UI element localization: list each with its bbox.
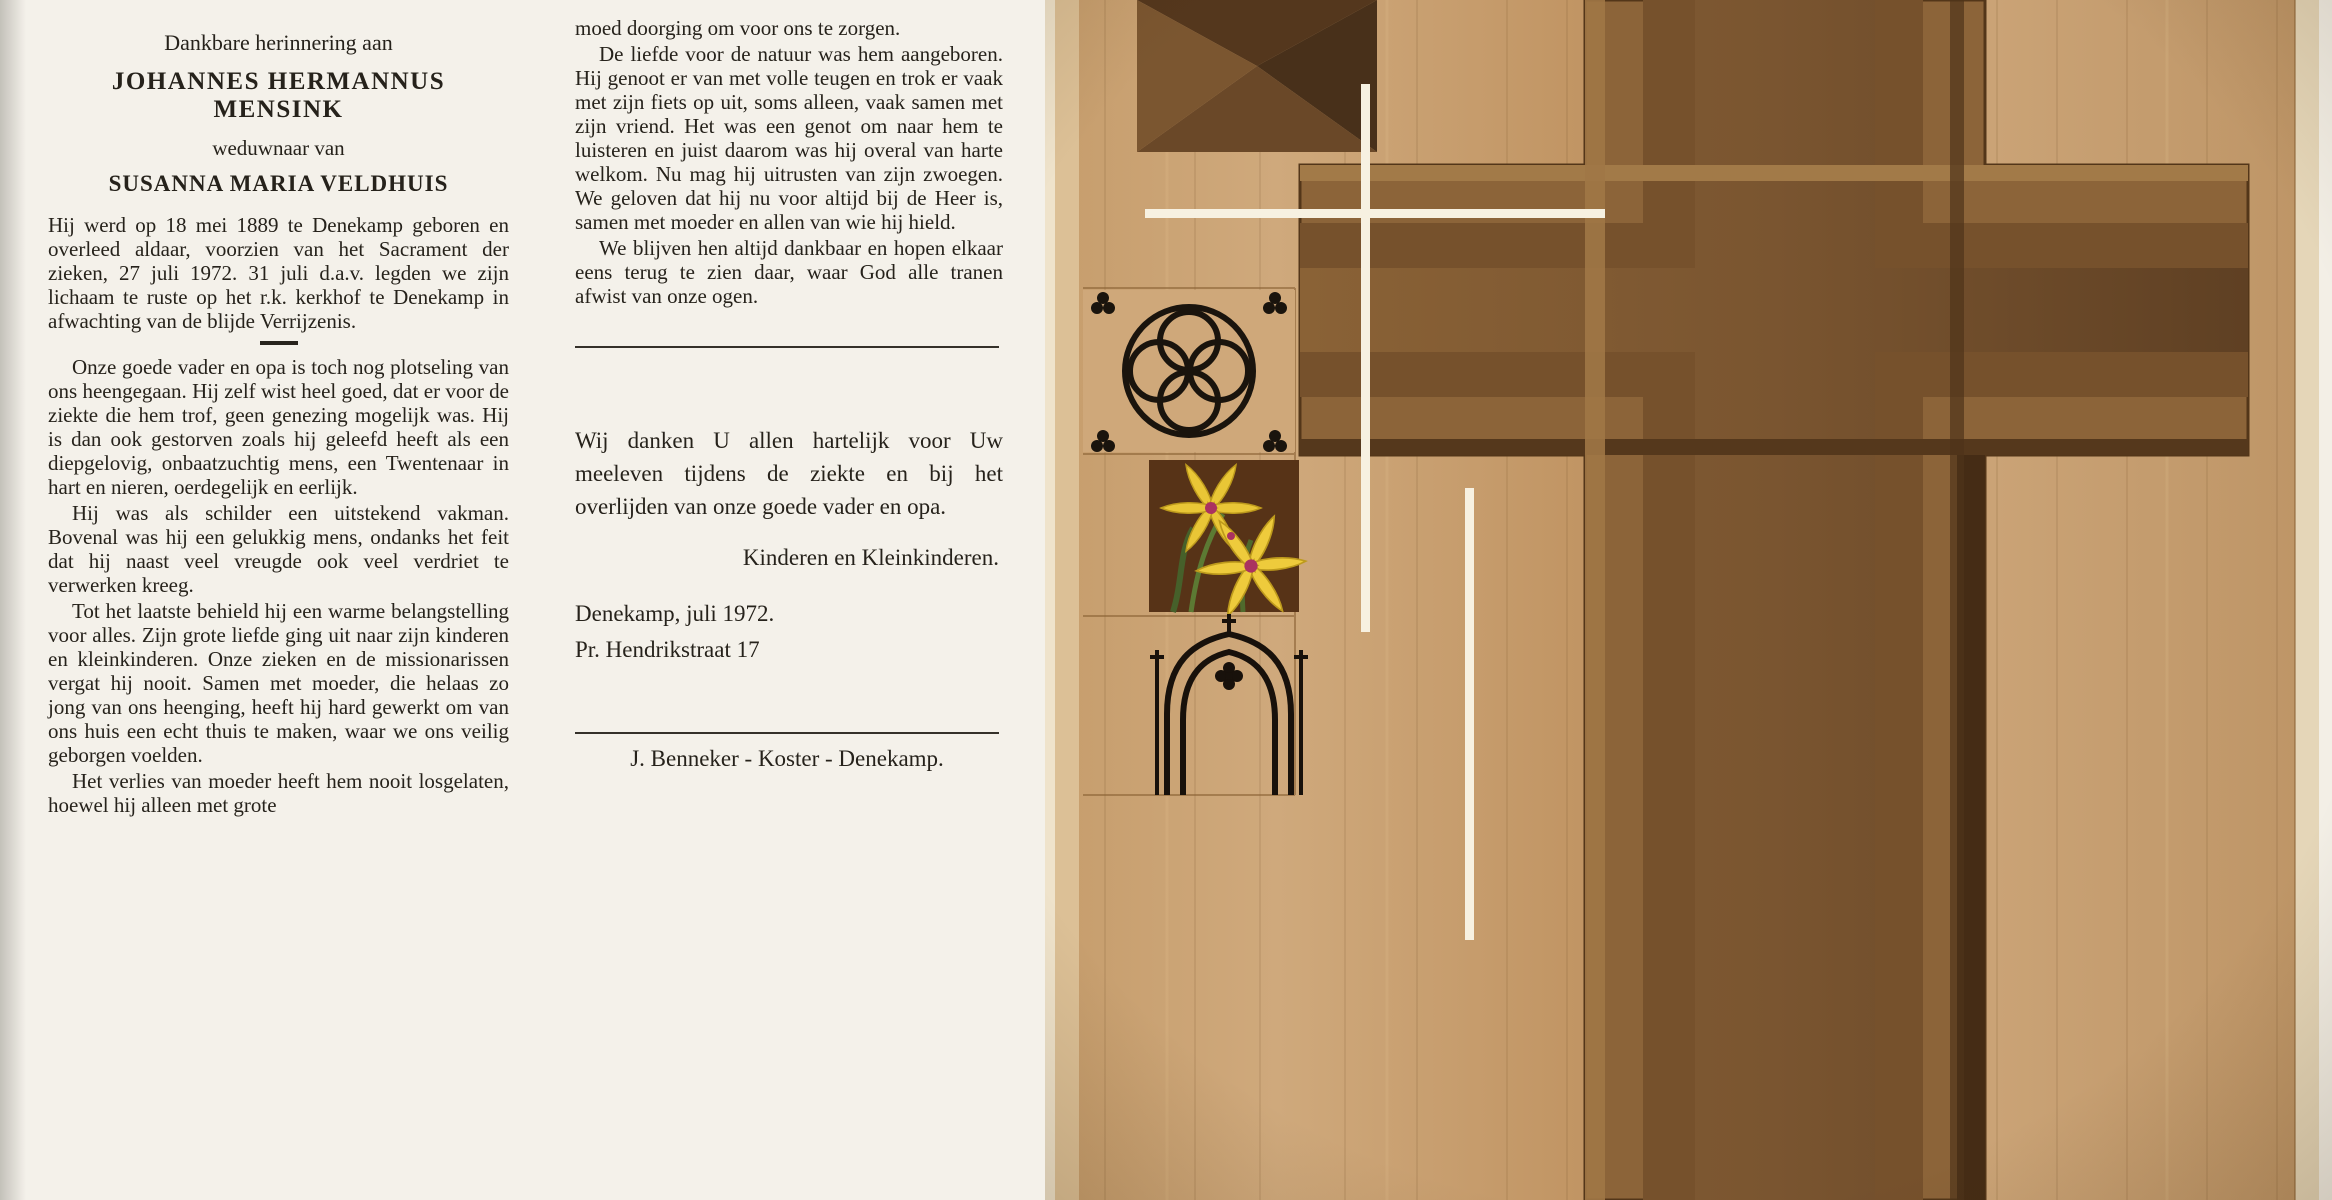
horizontal-rule [575, 346, 999, 348]
continuation-paragraph: moed doorging om voor ons te zorgen. [575, 16, 901, 40]
horizontal-rule [575, 732, 999, 734]
wood-marquetry-artwork [1045, 0, 2332, 1200]
gratitude-paragraph: We blijven hen altijd dankbaar en hopen elkaar eens terug te zien daar, waar God alle tranen afwist van onze ogen. [575, 236, 1003, 308]
biography-paragraph: Hij werd op 18 mei 1889 te Denekamp geboren en overleed aldaar, voorzien van het Sacrament der zieken, 27 juli 1972. 31 juli d.a.v. legden we zijn lichaam te ruste op het r.k. kerkhof te Denekamp in afwachting van de blijde Verrijzenis. [48, 213, 509, 333]
intro-line: Dankbare herinnering aan [164, 30, 393, 55]
spouse-name: SUSANNA MARIA VELDHUIS [108, 171, 449, 196]
nature-paragraph: De liefde voor de natuur was hem aangeboren. Hij genoot er van met volle teugen en trok er vaak met zijn fiets op uit, soms alleen, vaak samen met zijn vriend. Het was een genot om naar hem te luisteren en juist daarom was hij overal van harte welkom. Nu mag hij uitrusten van zijn zwoegen. We geloven dat hij nu voor altijd bij de Heer is, samen met moeder en allen van wie hij hield. [575, 42, 1003, 234]
vignette-overlay [1045, 0, 2332, 1200]
left-text-panel [0, 0, 545, 1200]
memorial-paragraph-3: Tot het laatste behield hij een warme belangstelling voor alles. Zijn grote liefde ging uit naar zijn kinderen en kleinkinderen. Onze zieken en de missionarissen vergat hij nooit. Samen met moeder, die helaas zo jong van ons heenging, heeft hij hard gewerkt om van ons huis een echt thuis te maken, waar we ons veilig geborgen voelden. [48, 599, 509, 767]
thanks-paragraph: Wij danken U allen hartelijk voor Uw meeleven tijdens de ziekte en bij het overlijden van onze goede vader en opa. [575, 428, 1003, 519]
middle-text-panel [545, 0, 1045, 1200]
printer-line: J. Benneker - Koster - Denekamp. [630, 746, 944, 771]
memorial-paragraph-4: Het verlies van moeder heeft hem nooit losgelaten, hoewel hij alleen met grote [48, 769, 509, 817]
relation-line: weduwnaar van [212, 136, 345, 160]
signature-line: Kinderen en Kleinkinderen. [742, 545, 999, 570]
artwork-panel [1045, 0, 2332, 1200]
deceased-name: JOHANNES HERMANNUS MENSINK [111, 68, 446, 123]
memorial-paragraph-2: Hij was als schilder een uitstekend vakman. Bovenal was hij een gelukkig mens, ondanks het feit dat hij naast veel vreugde ook veel verdriet te verwerken kreeg. [48, 501, 509, 597]
memorial-paragraph-1: Onze goede vader en opa is toch nog plotseling van ons heengegaan. Hij zelf wist heel goed, dat er voor de ziekte die hem trof, geen genezing mogelijk was. Hij is dan ook gestorven zoals hij geleefd heeft als een diepgelovig, onbaatzuchtig mens, een Twentenaar in hart en nieren, oerdegelijk en eerlijk. [48, 355, 509, 499]
address-line: Pr. Hendrikstraat 17 [575, 637, 760, 662]
place-date-line: Denekamp, juli 1972. [575, 601, 775, 626]
printer-block [575, 732, 999, 772]
section-divider [260, 341, 298, 345]
